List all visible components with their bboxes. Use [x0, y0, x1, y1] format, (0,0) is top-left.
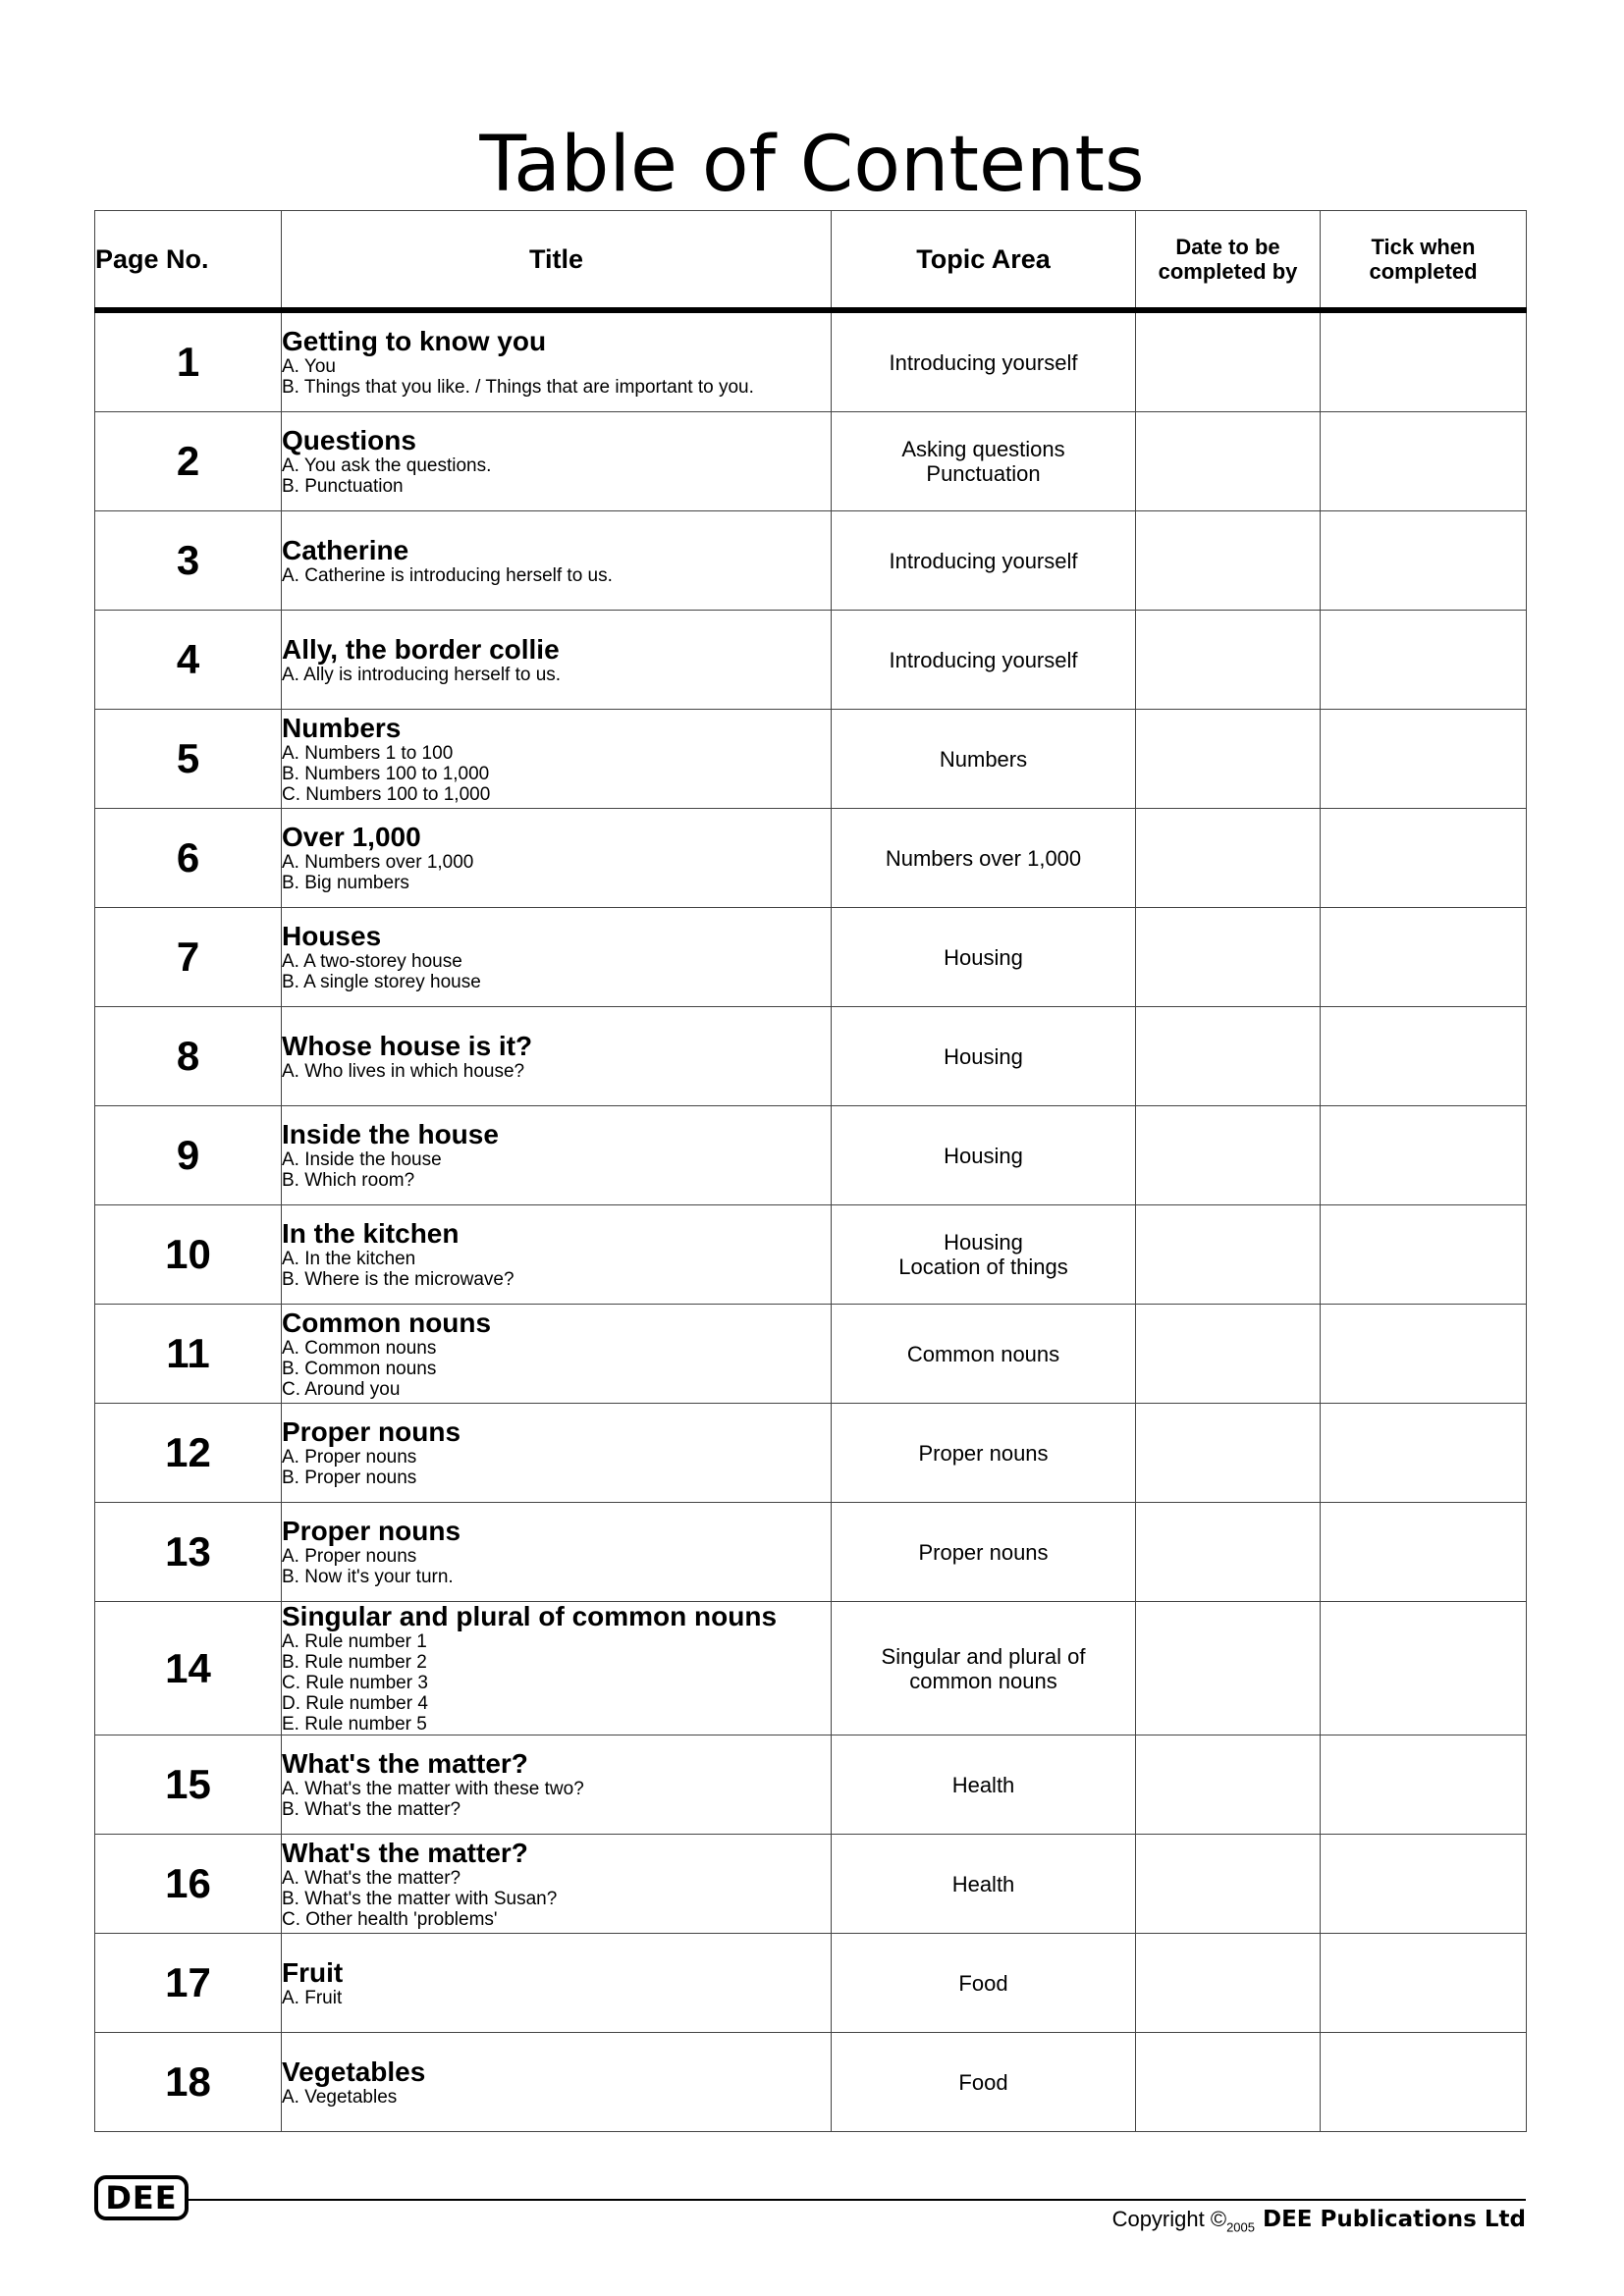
subtopic-list [282, 1868, 831, 1930]
entry-title: Vegetables [282, 2056, 426, 2087]
entry-title: Fruit [282, 1956, 344, 1988]
tick-completed-box[interactable] [1321, 412, 1527, 511]
date-to-complete-field[interactable] [1136, 1305, 1321, 1404]
topic-area-cell [832, 1735, 1136, 1835]
topic-area: Common nouns [906, 1341, 1060, 1366]
entry-title-cell [282, 1106, 832, 1205]
header-date-completed [1136, 211, 1321, 311]
subtopic-item: B. Common nouns [282, 1358, 437, 1379]
table-row [95, 908, 1527, 1007]
tick-completed-box[interactable] [1321, 1602, 1527, 1735]
date-to-complete-field[interactable] [1136, 809, 1321, 908]
subtopic-item: A. Vegetables [282, 2086, 398, 2108]
subtopic-list [282, 2087, 831, 2108]
entry-title-cell [282, 1007, 832, 1106]
topic-area-cell [832, 1007, 1136, 1106]
topic-area-cell [832, 611, 1136, 710]
subtopic-list [282, 1988, 831, 2008]
copyright-year: 2005 [1226, 2219, 1255, 2235]
header-tick-line2: completed [1369, 259, 1478, 284]
subtopic-list [282, 1249, 831, 1290]
entry-title-cell [282, 310, 832, 412]
topic-area: Housing [944, 1043, 1023, 1069]
entry-title: What's the matter? [282, 1837, 528, 1868]
date-to-complete-field[interactable] [1136, 412, 1321, 511]
header-tick-line1: Tick when [1371, 235, 1476, 259]
subtopic-list [282, 1061, 831, 1082]
subtopic-item: B. Numbers 100 to 1,000 [282, 763, 490, 784]
page-number: 9 [95, 1106, 282, 1205]
subtopic-list [282, 951, 831, 992]
subtopic-item: B. Rule number 2 [282, 1652, 427, 1673]
page-number: 5 [95, 710, 282, 809]
entry-title-cell [282, 1404, 832, 1503]
page-number: 18 [95, 2033, 282, 2132]
page-title: Table of Contents [479, 121, 1145, 209]
page-number: 1 [95, 310, 282, 412]
entry-title: Proper nouns [282, 1416, 461, 1447]
entry-title-cell [282, 1205, 832, 1305]
table-row [95, 1735, 1527, 1835]
subtopic-item: D. Rule number 4 [282, 1693, 428, 1714]
subtopic-item: A. Proper nouns [282, 1447, 417, 1468]
page-number: 10 [95, 1205, 282, 1305]
entry-title-cell [282, 412, 832, 511]
page-number: 7 [95, 908, 282, 1007]
topic-area: Asking questions [901, 437, 1065, 461]
subtopic-list [282, 1631, 831, 1735]
date-to-complete-field[interactable] [1136, 1934, 1321, 2033]
topic-area-cell [832, 412, 1136, 511]
table-row [95, 1305, 1527, 1404]
contents-table [94, 210, 1527, 2132]
tick-completed-box[interactable] [1321, 611, 1527, 710]
subtopic-item: A. Rule number 1 [282, 1631, 427, 1652]
subtopic-item: A. Inside the house [282, 1149, 442, 1170]
entry-title-cell [282, 1735, 832, 1835]
subtopic-list [282, 1149, 831, 1191]
entry-title: Proper nouns [282, 1516, 461, 1546]
topic-area-cell [832, 710, 1136, 809]
tick-completed-box[interactable] [1321, 1106, 1527, 1205]
table-row [95, 412, 1527, 511]
topic-area-cell [832, 1205, 1136, 1305]
table-row [95, 1602, 1527, 1735]
topic-area-cell [832, 908, 1136, 1007]
page-number: 15 [95, 1735, 282, 1835]
subtopic-item: C. Other health 'problems' [282, 1908, 498, 1930]
page-number: 8 [95, 1007, 282, 1106]
date-to-complete-field[interactable] [1136, 1404, 1321, 1503]
table-row [95, 1007, 1527, 1106]
table-row [95, 310, 1527, 412]
topic-area: Proper nouns [918, 1539, 1049, 1565]
table-row [95, 2033, 1527, 2132]
entry-title: Catherine [282, 534, 409, 565]
topic-area-cell [832, 511, 1136, 611]
entry-title: Houses [282, 921, 382, 951]
subtopic-item: B. What's the matter? [282, 1799, 461, 1820]
topic-area: Introducing yourself [889, 548, 1078, 573]
subtopic-item: A. Ally is introducing herself to us. [282, 664, 562, 685]
entry-title: Common nouns [282, 1307, 492, 1338]
footer-copyright [1112, 2207, 1526, 2234]
date-to-complete-field[interactable] [1136, 2033, 1321, 2132]
subtopic-item: B. Punctuation [282, 476, 404, 497]
dee-logo: DEE [94, 2175, 189, 2220]
subtopic-item: A. Fruit [282, 1987, 343, 2008]
page-number: 3 [95, 511, 282, 611]
header-row [95, 211, 1527, 311]
subtopic-item: A. You [282, 356, 336, 377]
date-to-complete-field[interactable] [1136, 310, 1321, 412]
contents-table-body [95, 310, 1527, 2132]
subtopic-item: B. Where is the microwave? [282, 1269, 514, 1290]
tick-completed-box[interactable] [1321, 908, 1527, 1007]
subtopic-item: E. Rule number 5 [282, 1714, 427, 1735]
topic-area: Health [951, 1871, 1015, 1896]
tick-completed-box[interactable] [1321, 310, 1527, 412]
topic-area-cell [832, 1106, 1136, 1205]
date-to-complete-field[interactable] [1136, 1205, 1321, 1305]
entry-title-cell [282, 908, 832, 1007]
subtopic-item: A. Catherine is introducing herself to us. [282, 564, 613, 586]
subtopic-item: B. Things that you like. / Things that are important to you. [282, 377, 754, 398]
entry-title-cell [282, 2033, 832, 2132]
topic-area-cell [832, 1934, 1136, 2033]
subtopic-list [282, 665, 831, 685]
topic-area-cell [832, 1835, 1136, 1934]
subtopic-item: C. Around you [282, 1378, 401, 1400]
topic-area: Proper nouns [918, 1440, 1049, 1466]
table-row [95, 1835, 1527, 1934]
entry-title: Getting to know you [282, 326, 547, 356]
tick-completed-box[interactable] [1321, 511, 1527, 611]
topic-area-cell [832, 809, 1136, 908]
date-to-complete-field[interactable] [1136, 710, 1321, 809]
entry-title: Numbers [282, 712, 402, 743]
topic-area: Introducing yourself [889, 349, 1078, 375]
page-number: 4 [95, 611, 282, 710]
table-row [95, 1205, 1527, 1305]
topic-area: Food [958, 2069, 1008, 2095]
tick-completed-box[interactable] [1321, 1934, 1527, 2033]
footer-divider [189, 2199, 1526, 2201]
table-row [95, 611, 1527, 710]
page-number: 16 [95, 1835, 282, 1934]
tick-completed-box[interactable] [1321, 1007, 1527, 1106]
subtopic-item: C. Rule number 3 [282, 1673, 428, 1693]
subtopic-list [282, 852, 831, 893]
subtopic-item: A. What's the matter with these two? [282, 1779, 584, 1799]
topic-area: Introducing yourself [889, 647, 1078, 672]
date-to-complete-field[interactable] [1136, 1007, 1321, 1106]
topic-area: Health [951, 1772, 1015, 1797]
header-tick-completed [1321, 211, 1527, 311]
topic-area-cell [832, 1503, 1136, 1602]
header-title: Title [282, 211, 832, 311]
topic-area: Housing [944, 1143, 1023, 1168]
table-row [95, 1934, 1527, 2033]
topic-area: Numbers over 1,000 [885, 845, 1082, 871]
page-number: 2 [95, 412, 282, 511]
subtopic-item: A. Common nouns [282, 1337, 437, 1359]
date-to-complete-field[interactable] [1136, 1835, 1321, 1934]
topic-area: Punctuation [926, 461, 1041, 486]
subtopic-item: A. In the kitchen [282, 1249, 416, 1269]
subtopic-item: B. Now it's your turn. [282, 1567, 454, 1587]
date-to-complete-field[interactable] [1136, 1106, 1321, 1205]
topic-area: Housing [944, 944, 1023, 970]
page-number: 6 [95, 809, 282, 908]
entry-title-cell [282, 1305, 832, 1404]
copyright-text: Copyright © [1111, 2207, 1227, 2231]
page-number: 13 [95, 1503, 282, 1602]
date-to-complete-field[interactable] [1136, 611, 1321, 710]
date-to-complete-field[interactable] [1136, 511, 1321, 611]
tick-completed-box[interactable] [1321, 1305, 1527, 1404]
page-number: 11 [95, 1305, 282, 1404]
entry-title-cell [282, 809, 832, 908]
entry-title: Over 1,000 [282, 822, 421, 852]
subtopic-item: B. What's the matter with Susan? [282, 1888, 558, 1909]
subtopic-item: A. Proper nouns [282, 1546, 417, 1567]
topic-area: common nouns [909, 1668, 1057, 1693]
table-row [95, 1503, 1527, 1602]
publisher-name: DEE Publications Ltd [1262, 2207, 1526, 2232]
header-page-no: Page No. [95, 211, 282, 311]
subtopic-item: B. Proper nouns [282, 1468, 417, 1488]
subtopic-item: C. Numbers 100 to 1,000 [282, 783, 491, 805]
entry-title-cell [282, 1835, 832, 1934]
table-row [95, 1404, 1527, 1503]
topic-area: Food [958, 1970, 1008, 1996]
page-number: 14 [95, 1602, 282, 1735]
entry-title: Whose house is it? [282, 1030, 533, 1061]
date-to-complete-field[interactable] [1136, 1503, 1321, 1602]
tick-completed-box[interactable] [1321, 1735, 1527, 1835]
entry-title: Ally, the border collie [282, 633, 560, 665]
topic-area-cell [832, 1602, 1136, 1735]
subtopic-item: A. You ask the questions. [282, 455, 492, 476]
topic-area-cell [832, 310, 1136, 412]
date-to-complete-field[interactable] [1136, 1735, 1321, 1835]
date-to-complete-field[interactable] [1136, 1602, 1321, 1735]
topic-area: Singular and plural of [881, 1643, 1086, 1669]
tick-completed-box[interactable] [1321, 1835, 1527, 1934]
header-date-line2: completed by [1158, 259, 1298, 284]
topic-area: Housing [944, 1230, 1023, 1255]
subtopic-item: A. Who lives in which house? [282, 1060, 525, 1082]
subtopic-list [282, 743, 831, 805]
page-number: 17 [95, 1934, 282, 2033]
subtopic-list [282, 1338, 831, 1400]
tick-completed-box[interactable] [1321, 1503, 1527, 1602]
topic-area: Numbers [939, 746, 1028, 772]
subtopic-list [282, 1779, 831, 1820]
entry-title-cell [282, 1503, 832, 1602]
subtopic-list [282, 565, 831, 586]
tick-completed-box[interactable] [1321, 1404, 1527, 1503]
tick-completed-box[interactable] [1321, 2033, 1527, 2132]
subtopic-item: A. A two-storey house [282, 951, 462, 972]
table-row [95, 710, 1527, 809]
topic-area-cell [832, 1404, 1136, 1503]
entry-title: Singular and plural of common nouns [282, 1601, 778, 1631]
entry-title: Inside the house [282, 1119, 499, 1149]
entry-title-cell [282, 1602, 832, 1735]
topic-area: Location of things [898, 1255, 1068, 1279]
subtopic-item: B. A single storey house [282, 972, 481, 992]
entry-title: Questions [282, 425, 416, 455]
table-row [95, 809, 1527, 908]
subtopic-item: B. Big numbers [282, 873, 409, 893]
subtopic-list [282, 455, 831, 497]
page-number: 12 [95, 1404, 282, 1503]
subtopic-item: A. Numbers 1 to 100 [282, 742, 454, 764]
subtopic-item: B. Which room? [282, 1170, 415, 1191]
topic-area-cell [832, 2033, 1136, 2132]
date-to-complete-field[interactable] [1136, 908, 1321, 1007]
header-date-line1: Date to be [1175, 235, 1280, 259]
header-topic-area: Topic Area [832, 211, 1136, 311]
entry-title: What's the matter? [282, 1748, 528, 1779]
subtopic-list [282, 1447, 831, 1488]
subtopic-item: A. Numbers over 1,000 [282, 852, 474, 873]
tick-completed-box[interactable] [1321, 710, 1527, 809]
topic-area-cell [832, 1305, 1136, 1404]
entry-title-cell [282, 511, 832, 611]
tick-completed-box[interactable] [1321, 1205, 1527, 1305]
entry-title: In the kitchen [282, 1218, 460, 1249]
table-row [95, 1106, 1527, 1205]
subtopic-list [282, 356, 831, 398]
entry-title-cell [282, 1934, 832, 2033]
entry-title-cell [282, 611, 832, 710]
tick-completed-box[interactable] [1321, 809, 1527, 908]
subtopic-item: A. What's the matter? [282, 1867, 461, 1889]
subtopic-list [282, 1546, 831, 1587]
table-row [95, 511, 1527, 611]
entry-title-cell [282, 710, 832, 809]
